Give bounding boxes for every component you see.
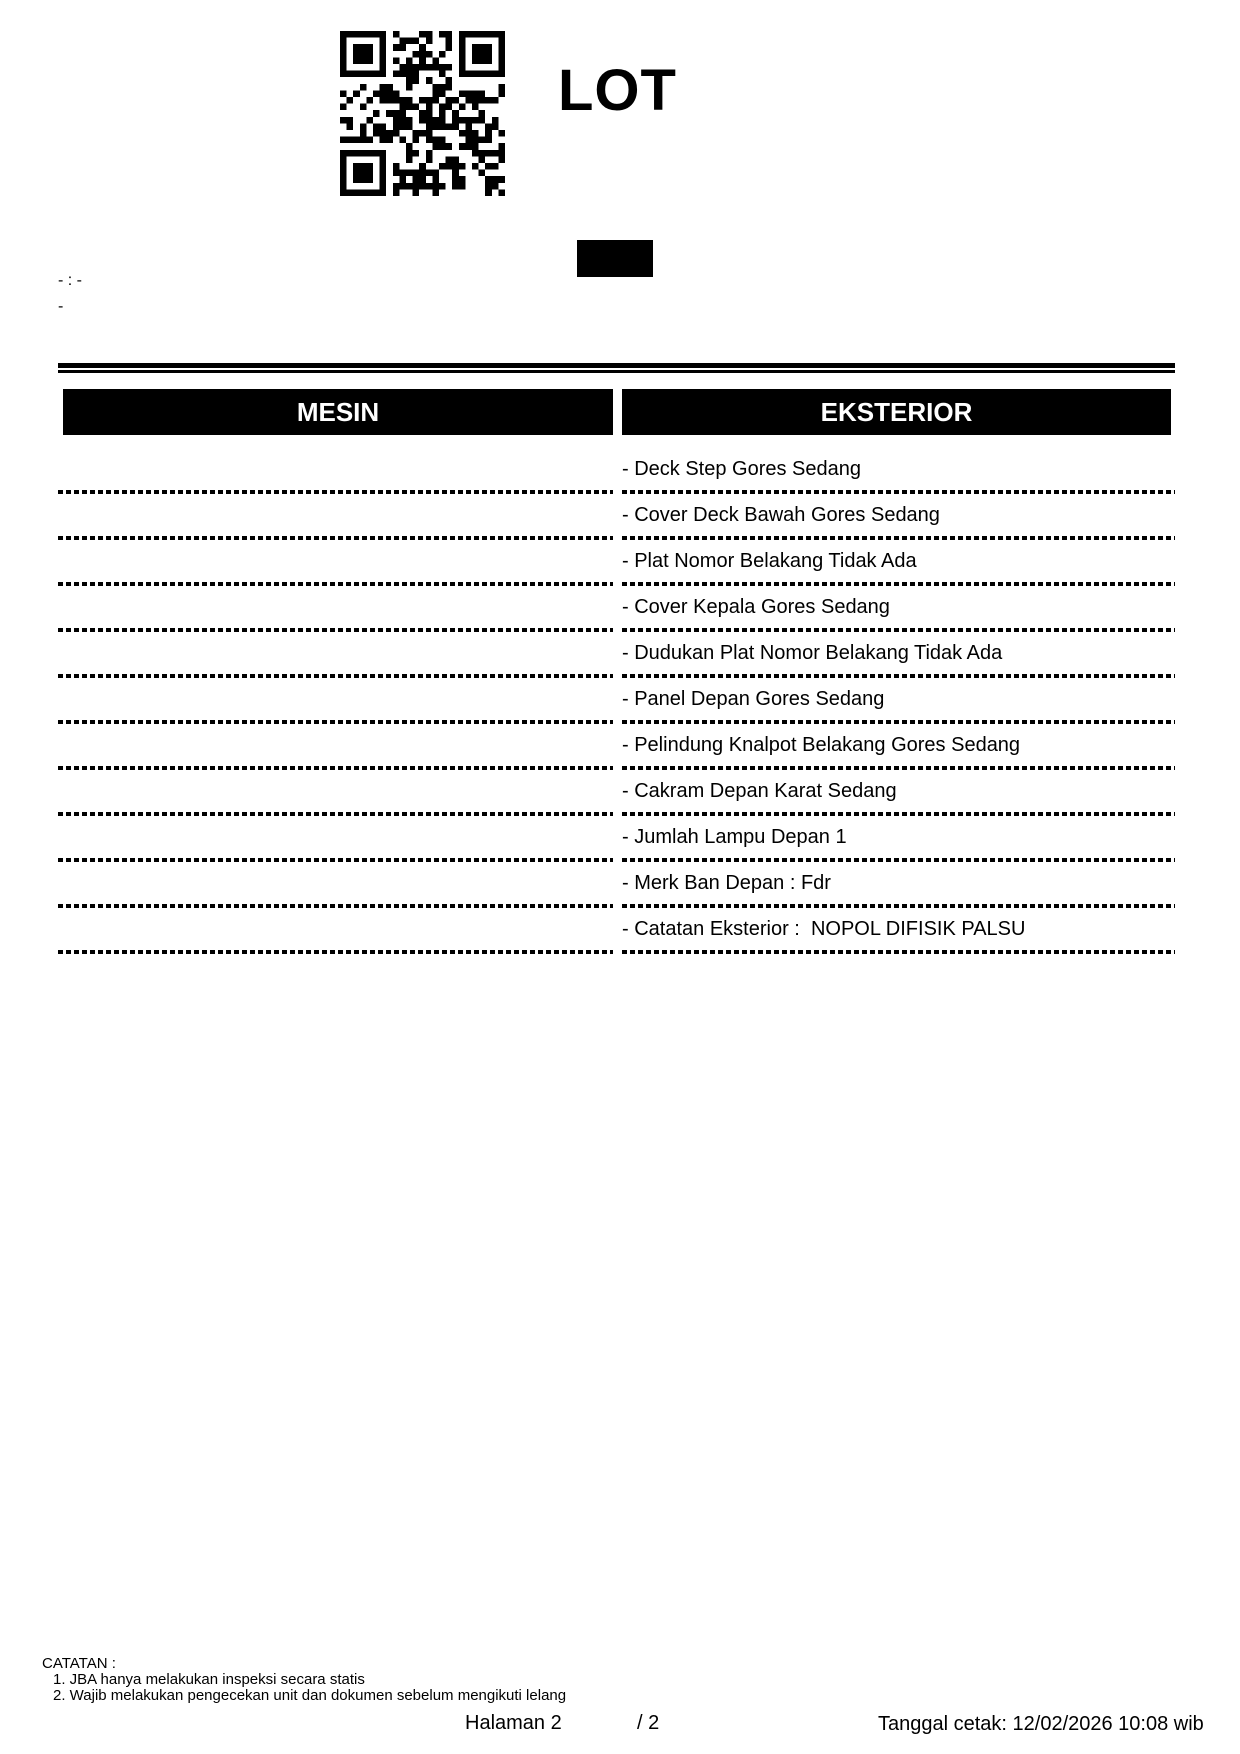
table-row xyxy=(58,862,613,908)
notes-section xyxy=(42,1656,566,1704)
table-row: - Plat Nomor Belakang Tidak Ada xyxy=(622,540,1175,586)
table-row xyxy=(58,908,613,954)
table-row xyxy=(58,494,613,540)
meta-line-1: - : - xyxy=(58,272,82,289)
table-row: - Merk Ban Depan : Fdr xyxy=(622,862,1175,908)
table-row: - Pelindung Knalpot Belakang Gores Sedang xyxy=(622,724,1175,770)
table-row: - Cover Deck Bawah Gores Sedang xyxy=(622,494,1175,540)
page-total-label: / 2 xyxy=(637,1712,660,1734)
table-row: - Deck Step Gores Sedang xyxy=(622,448,1175,494)
table-row: - Dudukan Plat Nomor Belakang Tidak Ada xyxy=(622,632,1175,678)
qr-code-icon xyxy=(340,30,505,197)
note-item: 1. JBA hanya melakukan inspeksi secara statis xyxy=(53,1671,365,1688)
table-row: - Catatan Eksterior : NOPOL DIFISIK PALSU xyxy=(622,908,1175,954)
meta-line-2: - xyxy=(58,298,64,315)
eksterior-column xyxy=(622,448,1175,954)
table-row xyxy=(58,586,613,632)
table-row xyxy=(58,678,613,724)
page-title: LOT xyxy=(558,58,677,123)
table-row xyxy=(58,540,613,586)
mesin-column xyxy=(58,448,613,954)
print-date-label: Tanggal cetak: 12/02/2026 10:08 wib xyxy=(878,1713,1204,1735)
column-header-eksterior: EKSTERIOR xyxy=(622,389,1171,435)
redacted-box xyxy=(577,240,653,277)
notes-title: CATATAN : xyxy=(42,1655,116,1672)
table-row xyxy=(58,724,613,770)
table-row xyxy=(58,632,613,678)
note-item: 2. Wajib melakukan pengecekan unit dan dokumen sebelum mengikuti lelang xyxy=(53,1687,567,1704)
table-row: - Jumlah Lampu Depan 1 xyxy=(622,816,1175,862)
table-row xyxy=(58,770,613,816)
column-header-mesin: MESIN xyxy=(63,389,613,435)
table-row xyxy=(58,816,613,862)
table-row: - Cakram Depan Karat Sedang xyxy=(622,770,1175,816)
page-number-label: Halaman 2 xyxy=(465,1712,562,1734)
table-row xyxy=(58,448,613,494)
table-row: - Panel Depan Gores Sedang xyxy=(622,678,1175,724)
table-row: - Cover Kepala Gores Sedang xyxy=(622,586,1175,632)
double-rule xyxy=(58,363,1175,373)
